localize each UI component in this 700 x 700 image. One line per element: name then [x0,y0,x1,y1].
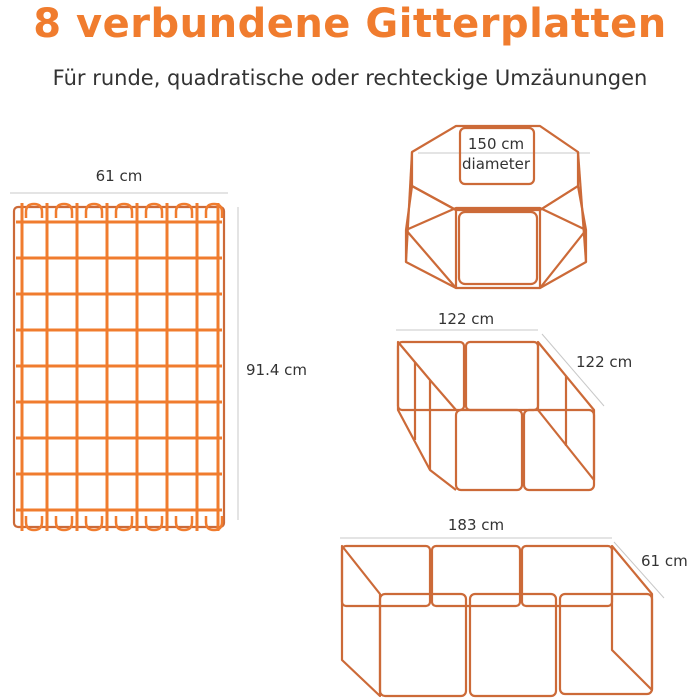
panel-height-label: 91.4 cm [246,361,308,379]
octagon-diameter-word: diameter [462,155,530,173]
rect-back-panel [342,546,430,606]
rectangle-width-label: 183 cm [447,516,505,534]
rect-back-panel [522,546,612,606]
rect-front-panel [560,594,652,694]
octagon-diameter-value: 150 cm [467,135,525,153]
rectangle-depth-guide [614,542,664,598]
page-subtitle: Für runde, quadratische oder rechteckige Umzäunungen [52,66,648,90]
rect-front-panel [470,594,556,696]
square-depth-label: 122 cm [576,353,633,371]
rectangle-depth-label: 61 cm [641,552,688,570]
page-title: 8 verbundene Gitterplatten [33,1,667,47]
panel-width-label: 61 cm [95,167,143,185]
rect-back-panel [432,546,520,606]
rect-left-panel [342,546,380,696]
rect-front-panel [380,594,466,696]
square-width-label: 122 cm [437,310,495,328]
